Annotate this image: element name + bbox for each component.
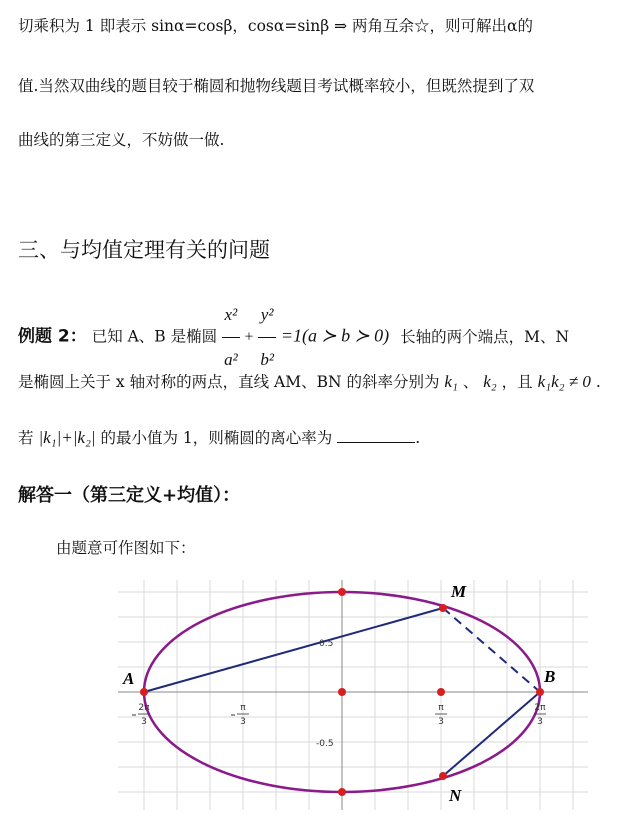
x-tick-numerator: π [438, 703, 444, 713]
focus-marker [437, 688, 445, 696]
x-tick-denominator: 3 [141, 717, 147, 727]
point-b-label: B [544, 667, 556, 686]
x-tick-label [132, 703, 150, 727]
example-line3-end: . [415, 429, 421, 447]
equation-rest: =1(a ≻ b ≻ 0) [280, 325, 390, 346]
point-a-marker [140, 688, 148, 696]
equation-plus: + [244, 328, 254, 346]
example-line2-period: . [595, 373, 601, 391]
figure-caption: 由题意可作图如下： [56, 539, 196, 557]
example-line-2 [18, 370, 601, 392]
point-b-marker [536, 688, 544, 696]
x-tick-numerator: 2π [138, 703, 150, 713]
ellipse-figure [113, 575, 593, 815]
equation-x-fraction [222, 293, 240, 382]
slope-separator: 、 [462, 373, 479, 391]
x-tick-numerator: π [240, 703, 246, 713]
example-line2-text: 是椭圆上关于 x 轴对称的两点，直线 AM、BN 的斜率分别为 [18, 373, 440, 391]
paragraph-line-3: 曲线的第三定义，不妨做一做. [18, 131, 225, 149]
segment-mb-dashed [443, 608, 540, 692]
point-n-marker [439, 772, 447, 780]
example-line3-prefix: 若 [18, 429, 34, 447]
example-line-1 [18, 293, 569, 382]
x-tick-denominator: 3 [537, 717, 543, 727]
example-line3-text: 的最小值为 1，则椭圆的离心率为 [100, 429, 333, 447]
x-tick-numerator: 2π [534, 703, 546, 713]
point-a-label: A [123, 669, 135, 688]
paragraph-line-1: 切乘积为 1 即表示 sinα=cosβ，cosα=sinβ ⇒ 两角互余☆，则可解出α的 [18, 17, 534, 35]
point-n-label: N [449, 786, 462, 805]
example-label: 例题 2： [18, 326, 87, 347]
equation-x-denominator: a² [224, 350, 238, 369]
x-tick-denominator: 3 [438, 717, 444, 727]
slope-product: k₁k₂ ≠ 0 [537, 372, 591, 391]
x-tick-denominator: 3 [240, 717, 246, 727]
example-line2-tail: ，且 [501, 373, 533, 391]
origin-marker [338, 688, 346, 696]
x-tick-labels [132, 703, 546, 727]
x-tick-label [231, 703, 249, 727]
equation-y-denominator: b² [260, 350, 274, 369]
answer-blank [337, 430, 415, 443]
top-vertex-marker [338, 588, 346, 596]
y-tick-negative: -0.5 [316, 739, 334, 749]
y-tick-positive: 0.5 [319, 639, 334, 649]
equation-y-fraction [258, 293, 276, 382]
solution-heading: 解答一（第三定义+均值）： [18, 485, 241, 506]
segment-bn [443, 692, 540, 776]
equation-y-numerator: y² [258, 293, 276, 338]
bottom-vertex-marker [338, 788, 346, 796]
slope-k1: k₁ [444, 372, 458, 391]
point-m-label: M [451, 582, 467, 601]
section-heading: 三、与均值定理有关的问题 [18, 238, 270, 262]
segment-am [144, 608, 443, 692]
abs-sum-expression: |k₁|+|k₂| [38, 428, 96, 447]
example-prefix: 已知 A、B 是椭圆 [91, 327, 218, 346]
grid-lines [118, 580, 588, 810]
paragraph-line-2: 值.当然双曲线的题目较于椭圆和抛物线题目考试概率较小，但既然提到了双 [18, 77, 535, 95]
point-m-marker [439, 604, 447, 612]
example-suffix: 长轴的两个端点，M、N [400, 327, 570, 346]
example-line-3 [18, 426, 420, 448]
slope-k2: k₂ [483, 372, 497, 391]
equation-x-numerator: x² [222, 293, 240, 338]
